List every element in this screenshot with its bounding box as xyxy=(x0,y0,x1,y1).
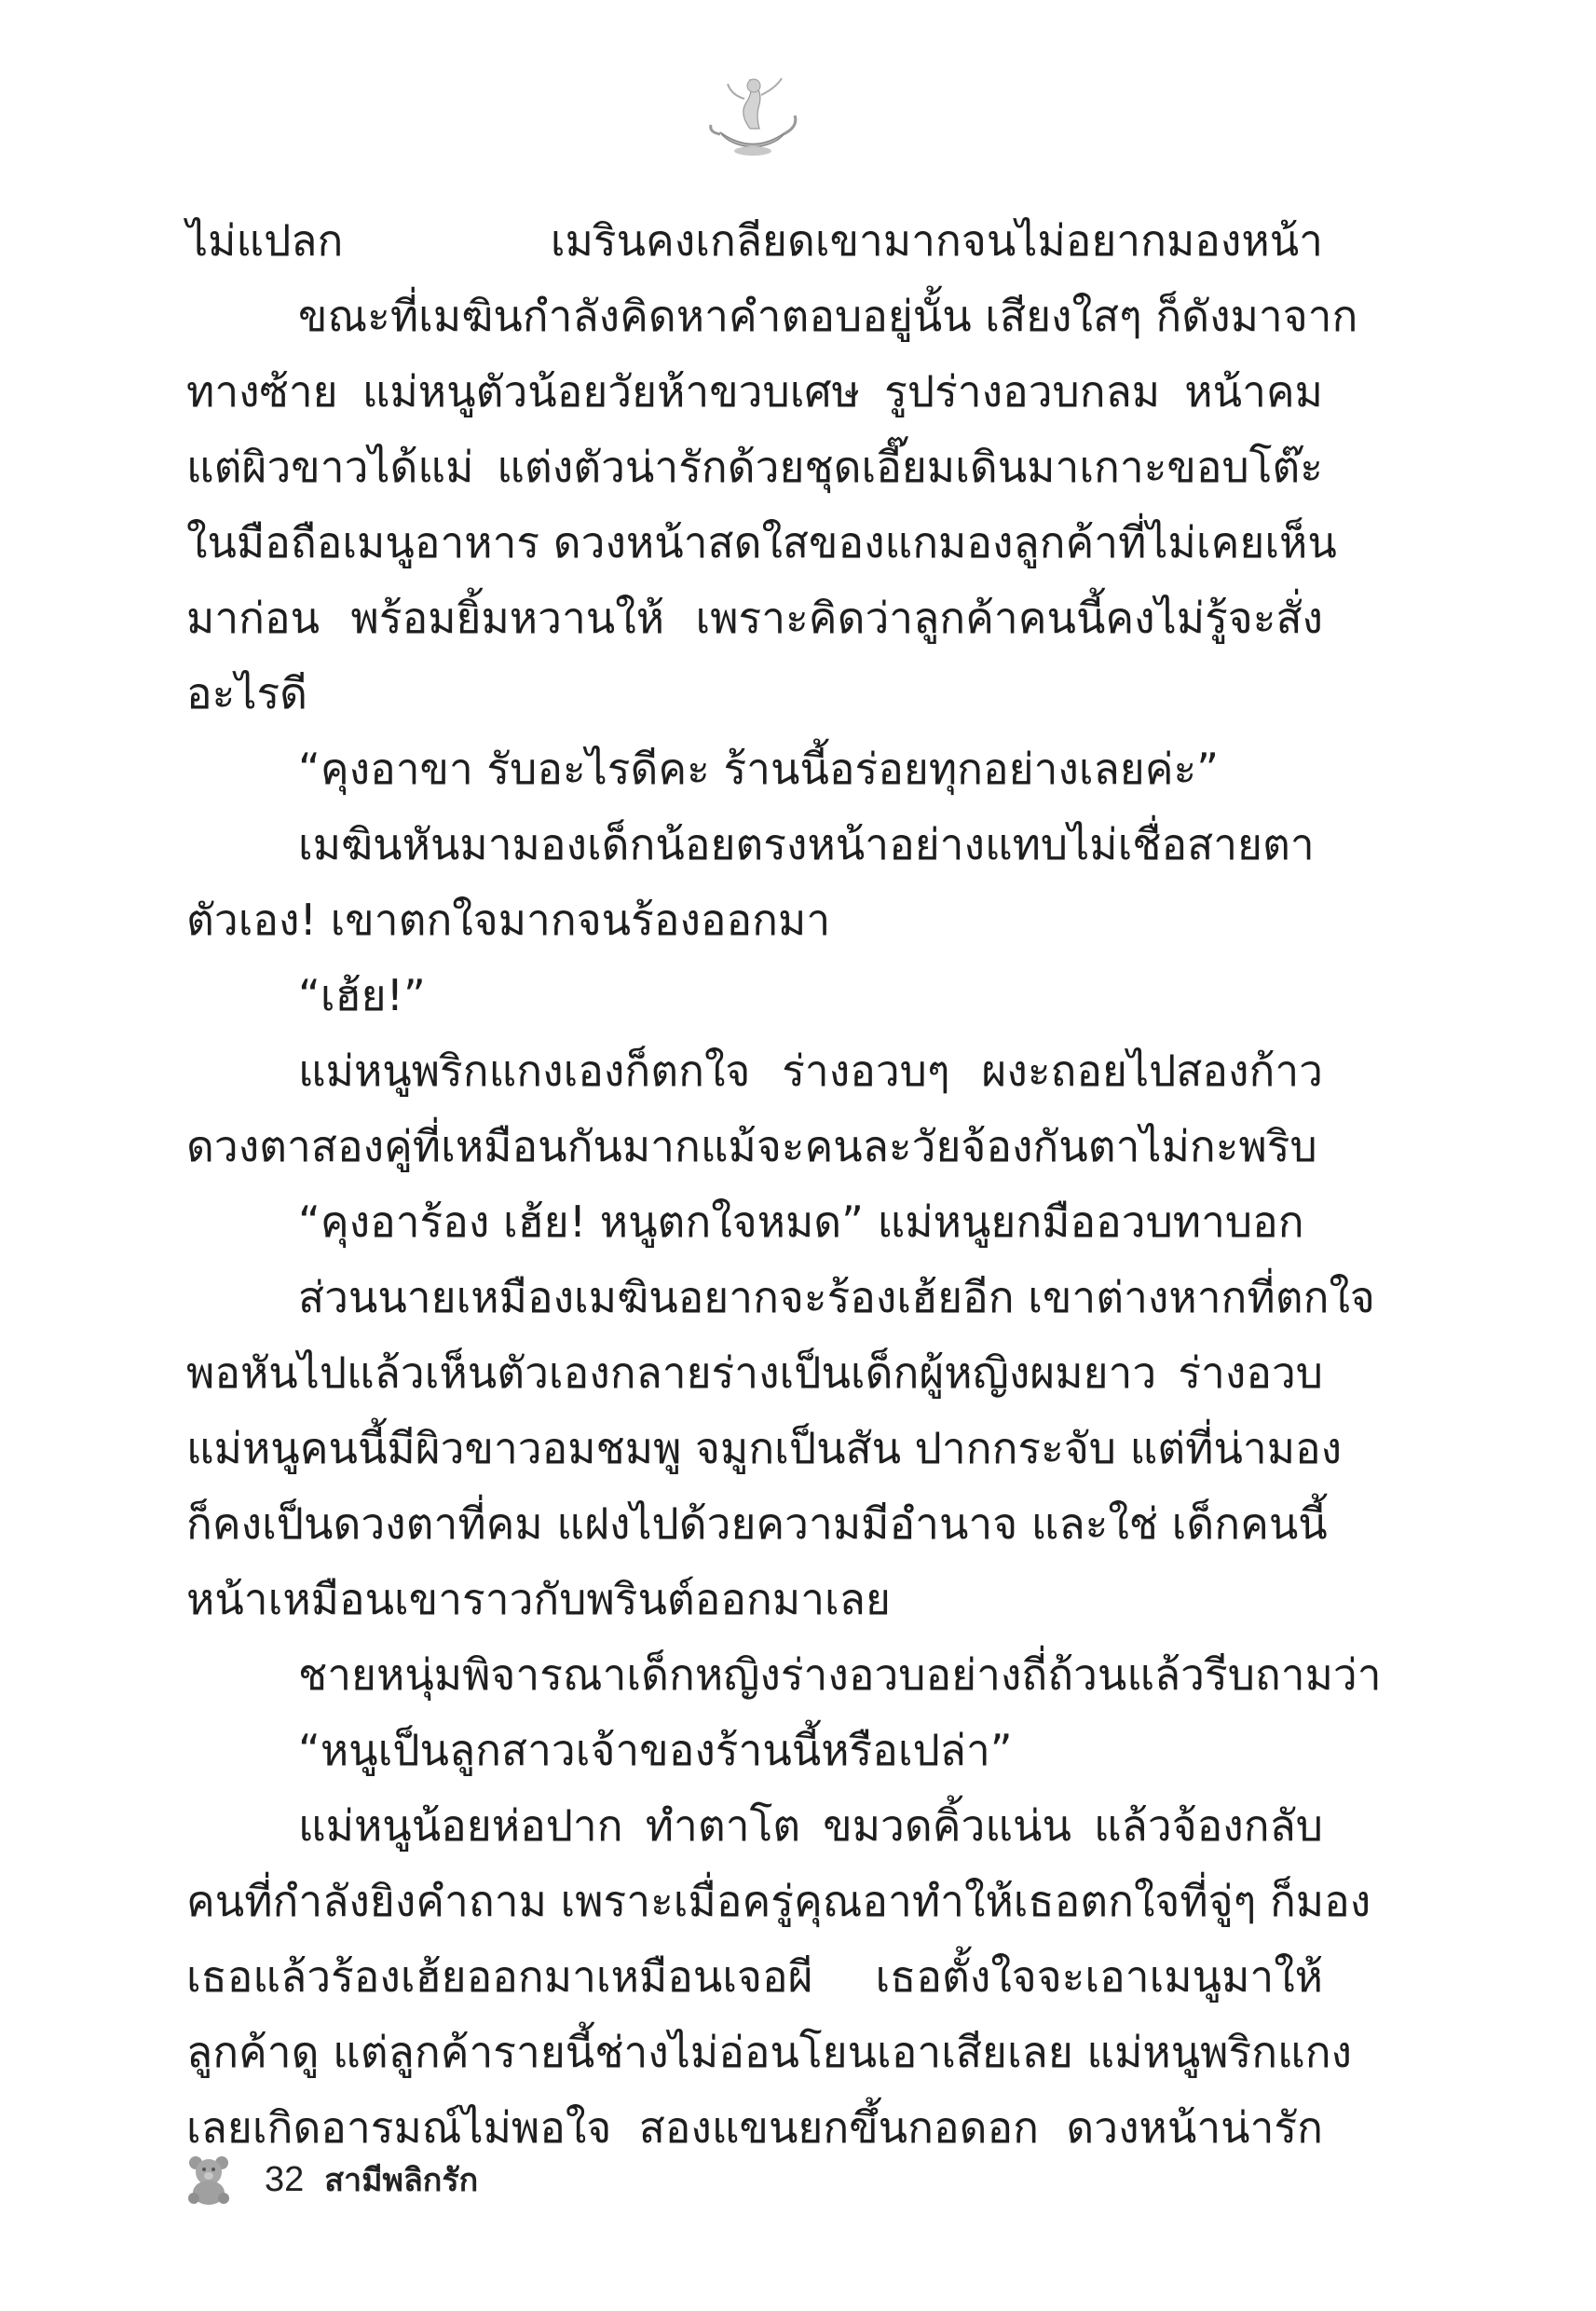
book-title: สามีพลิกรัก xyxy=(324,2162,479,2199)
text-line-14: “คุงอาร้อง เฮ้ย! หนูตกใจหมด” แม่หนูยกมืออวบทาบอก xyxy=(298,1197,1304,1247)
text-line-25: ลูกค้าดู แต่ลูกค้ารายนี้ช่างไม่อ่อนโยนเอาเสียเลย แม่หนูพริกแกง xyxy=(186,2027,1353,2077)
text-line-2: ขณะที่เมฆินกำลังคิดหาคำตอบอยู่นั้น เสียงใสๆ ก็ดังมาจาก xyxy=(298,291,1358,341)
text-line-13: ดวงตาสองคู่ที่เหมือนกันมากแม้จะคนละวัยจ้องกันตาไม่กะพริบ xyxy=(186,1121,1317,1171)
text-line-24: เธอแล้วร้องเฮ้ยออกมาเหมือนเจอผี เธอตั้งใจจะเอาเมนูมาให้ xyxy=(186,1951,1323,2002)
magic-lamp-icon xyxy=(702,67,804,160)
text-line-4: แต่ผิวขาวได้แม่ แต่งตัวน่ารักด้วยชุดเอี๊ยมเดินมาเกาะขอบโต๊ะ xyxy=(186,442,1323,492)
text-line-7: อะไรดี xyxy=(186,668,308,718)
text-line-20: ชายหนุ่มพิจารณาเด็กหญิงร่างอวบอย่างถี่ถ้วนแล้วรีบถามว่า xyxy=(298,1649,1382,1700)
text-line-21: “หนูเป็นลูกสาวเจ้าของร้านนี้หรือเปล่า” xyxy=(298,1725,1013,1775)
text-line-26: เลยเกิดอารมณ์ไม่พอใจ สองแขนยกขึ้นกอดอก ดวงหน้าน่ารัก xyxy=(186,2102,1323,2153)
text-line-11: “เฮ้ย!” xyxy=(298,970,426,1020)
text-line-19: หน้าเหมือนเขาราวกับพรินต์ออกมาเลย xyxy=(186,1574,891,1624)
text-line-15: ส่วนนายเหมืองเมฆินอยากจะร้องเฮ้ยอีก เขาต่างหากที่ตกใจ xyxy=(298,1272,1375,1322)
text-line-12: แม่หนูพริกแกงเองก็ตกใจ ร่างอวบๆ ผงะถอยไปสองก้าว xyxy=(298,1046,1323,1096)
text-line-6: มาก่อน พร้อมยิ้มหวานให้ เพราะคิดว่าลูกค้าคนนี้คงไม่รู้จะสั่ง xyxy=(186,593,1323,643)
page-footer xyxy=(183,2147,478,2212)
text-line-23: คนที่กำลังยิงคำถาม เพราะเมื่อครู่คุณอาทำให้เธอตกใจที่จู่ๆ ก็มอง xyxy=(186,1876,1371,1926)
text-line-5: ในมือถือเมนูอาหาร ดวงหน้าสดใสของแกมองลูกค้าที่ไม่เคยเห็น xyxy=(186,517,1337,567)
text-line-17: แม่หนูคนนี้มีผิวขาวอมชมพู จมูกเป็นสัน ปากกระจับ แต่ที่น่ามอง xyxy=(186,1423,1343,1473)
text-line-8: “คุงอาขา รับอะไรดีคะ ร้านนี้อร่อยทุกอย่างเลยค่ะ” xyxy=(298,744,1220,794)
body-text xyxy=(186,203,1382,2166)
text-line-1: ไม่แปลก เมรินคงเกลียดเขามากจนไม่อยากมองหน้า xyxy=(186,215,1323,266)
teddy-bear-icon xyxy=(183,2154,235,2206)
text-line-22: แม่หนูน้อยห่อปาก ทำตาโต ขมวดคิ้วแน่น แล้วจ้องกลับ xyxy=(298,1800,1323,1851)
text-line-9: เมฆินหันมามองเด็กน้อยตรงหน้าอย่างแทบไม่เชื่อสายตา xyxy=(298,819,1315,869)
text-line-10: ตัวเอง! เขาตกใจมากจนร้องออกมา xyxy=(186,895,831,945)
text-line-16: พอหันไปแล้วเห็นตัวเองกลายร่างเป็นเด็กผู้หญิงผมยาว ร่างอวบ xyxy=(186,1347,1323,1398)
text-line-18: ก็คงเป็นดวงตาที่คม แฝงไปด้วยความมีอำนาจ และใช่ เด็กคนนี้ xyxy=(186,1498,1328,1549)
text-line-3: ทางซ้าย แม่หนูตัวน้อยวัยห้าขวบเศษ รูปร่างอวบกลม หน้าคม xyxy=(186,366,1323,417)
page-number: 32 xyxy=(265,2159,305,2199)
